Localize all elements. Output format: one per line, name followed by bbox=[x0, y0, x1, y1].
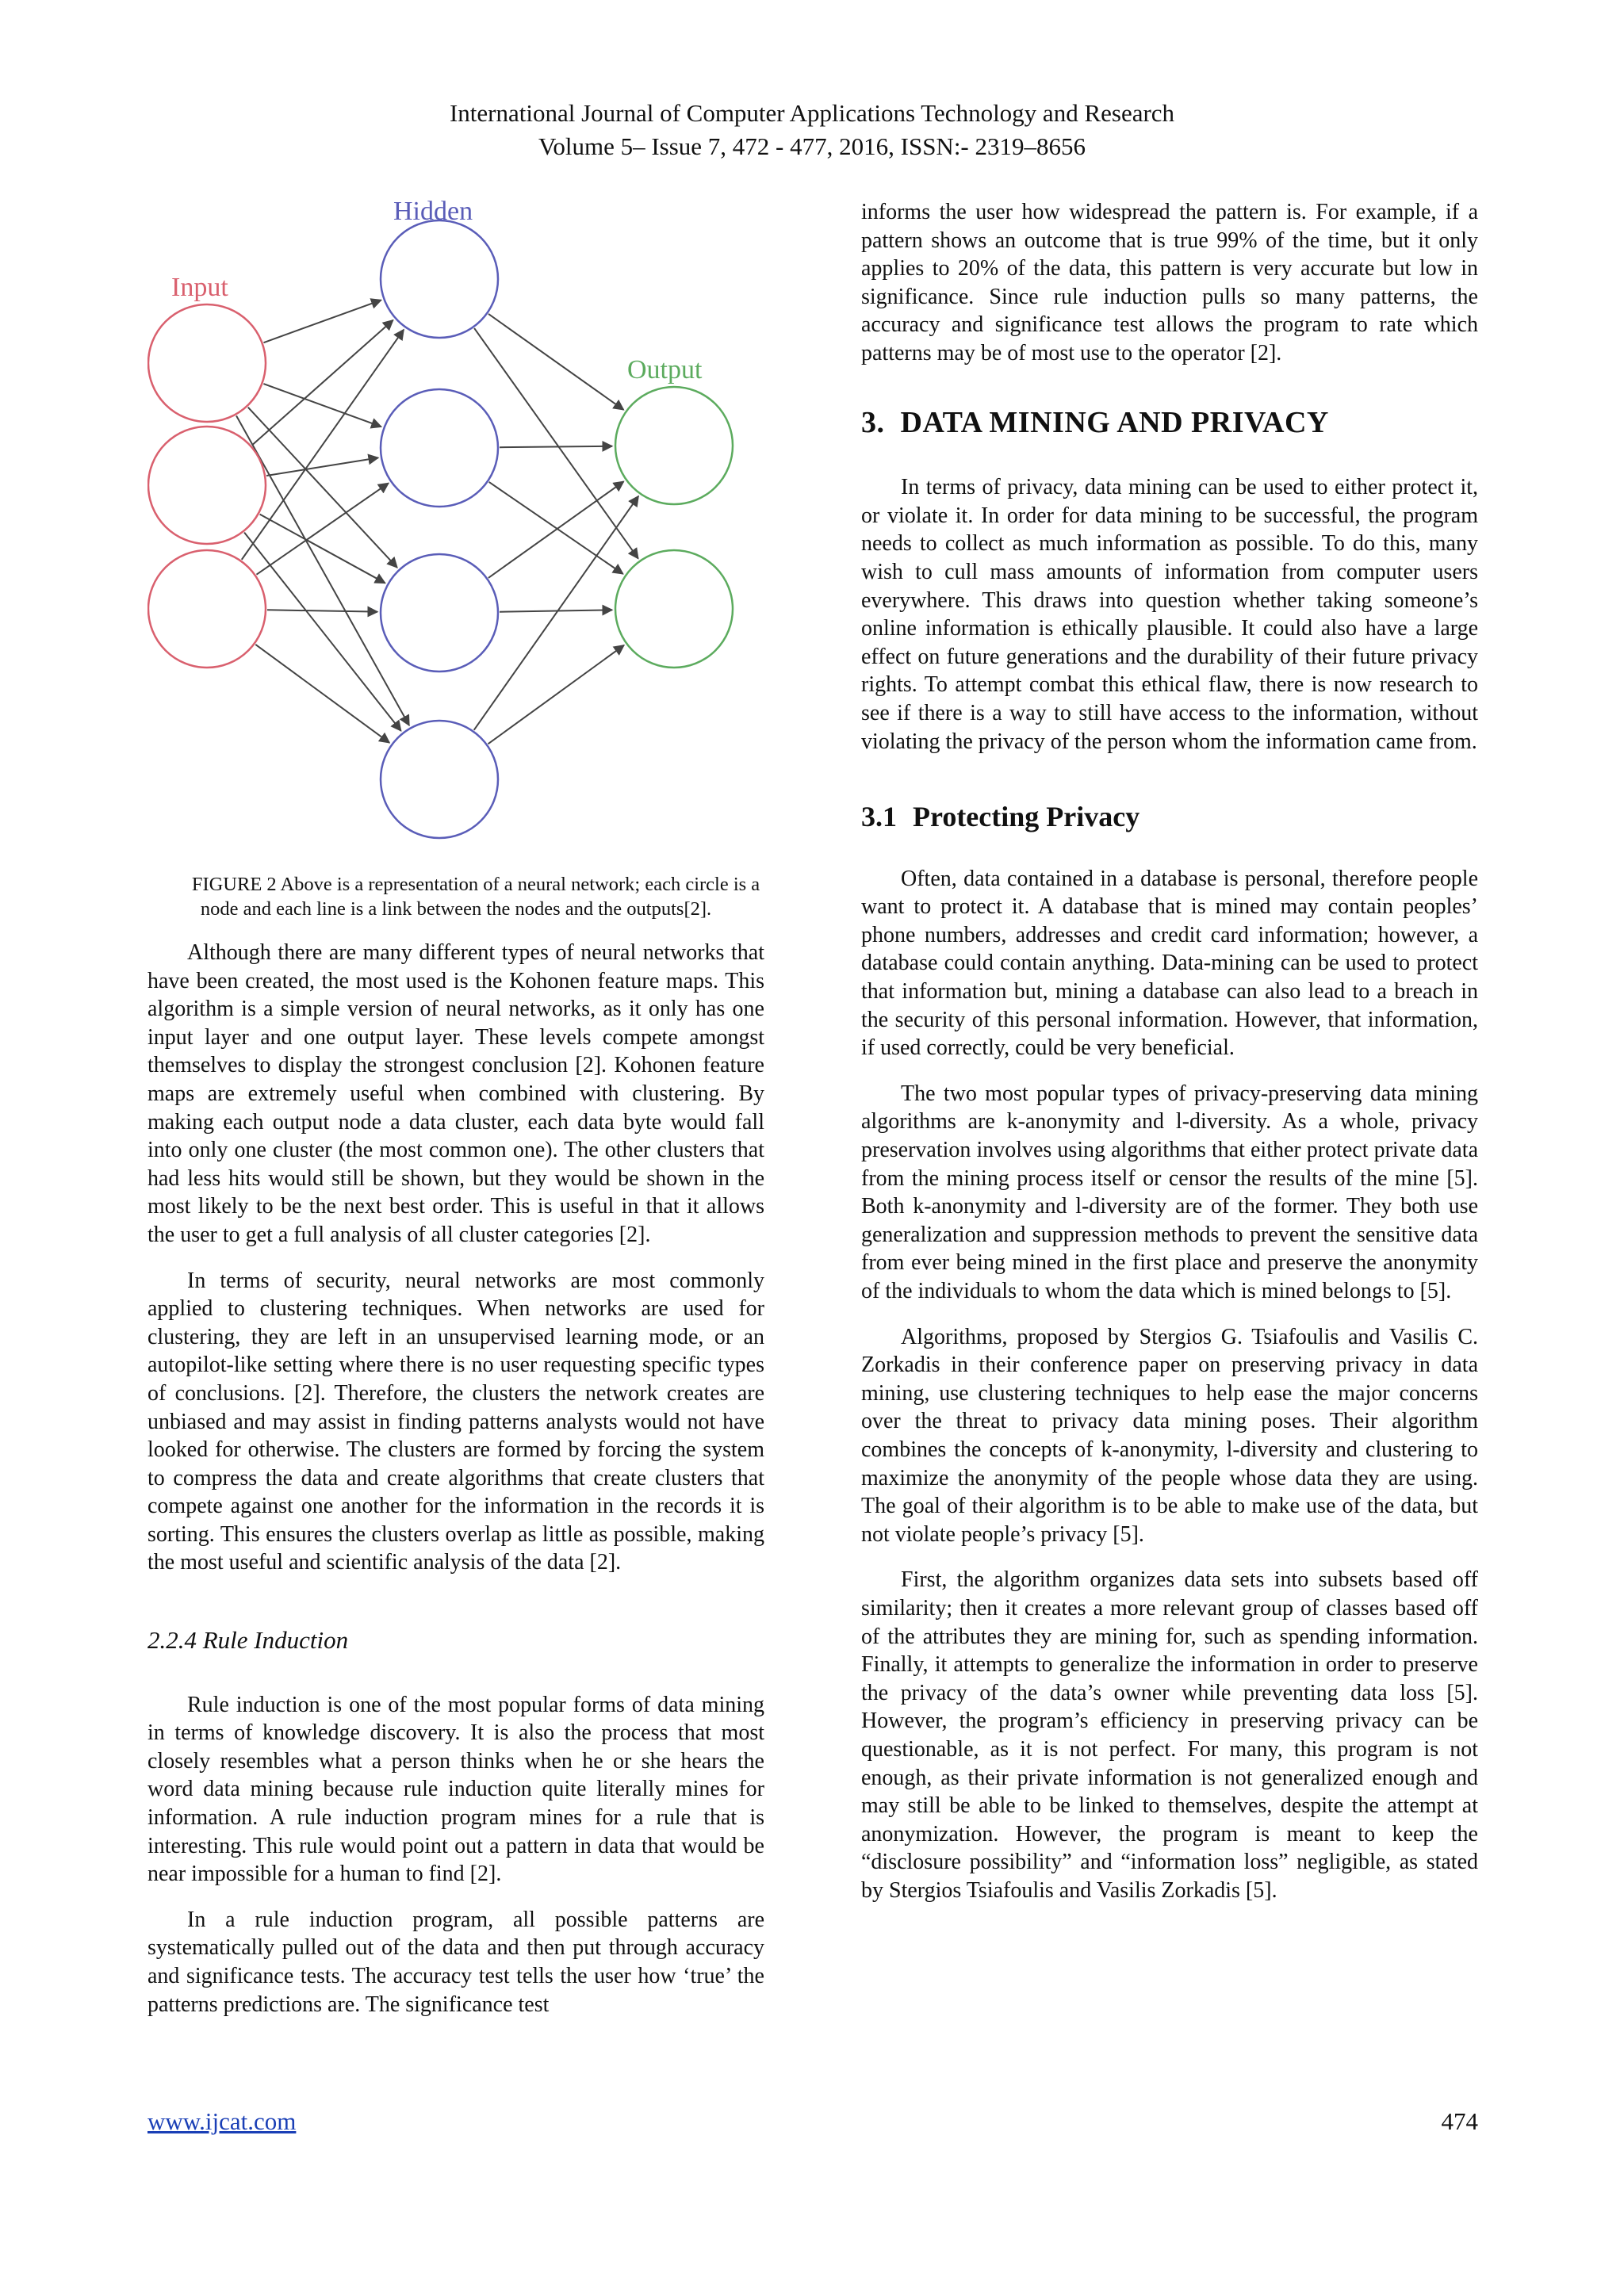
subsection-number: 3.1 bbox=[861, 801, 897, 833]
page-footer bbox=[147, 2107, 1478, 2136]
paragraph-algorithm-steps: First, the algorithm organizes data sets into subsets based off similarity; then it creates a more relevant group of classes based off of the attributes they are mining for, such as spending information. Finally, it attempts to generalize the information in order to preserve the privacy of the data’s owner while preventing data loss [5]. However, the program’s efficiency in preserving privacy can be questionable, as it is not perfect. For many, this program is not enough, as their private information is not generalized enough and may still be able to be linked to themselves, despite the attempt at anonymization. However, the program is meant to keep the “disclosure possibility” and “information loss” negligible, as stated by Stergios Tsiafoulis and Vasilis Zorkadis [5]. bbox=[861, 1567, 1478, 1903]
hidden-node-1 bbox=[381, 220, 498, 338]
output-node-1 bbox=[615, 387, 733, 504]
paragraph-algorithms: Algorithms, proposed by Stergios G. Tsiafoulis and Vasilis C. Zorkadis in their conference paper on preserving privacy in data mining, use clustering techniques to help ease the major concerns over the threat to privacy data mining poses. Their algorithm combines the concepts of k-anonymity, l-diversity and clustering to maximize the anonymity of the people whose data they are using. The goal of their algorithm is to be able to make use of the data, but not violate people’s privacy [5]. bbox=[861, 1324, 1478, 1547]
input-layer-label: Input bbox=[171, 273, 228, 302]
figure-caption: FIGURE 2 Above is a representation of a neural network; each circle is a node and each line is a link between the nodes and the outputs[2]. bbox=[191, 874, 760, 920]
neural-network-diagram bbox=[147, 198, 764, 872]
section-title: DATA MINING AND PRIVACY bbox=[900, 405, 1329, 439]
subsection-heading-protecting-privacy bbox=[861, 803, 1478, 832]
paragraph-k-anonymity: The two most popular types of privacy-preserving data mining algorithms are k-anonymity and l-diversity. As a whole, privacy preservation involves using algorithms that either protect private data from the mining process itself or censor the results of the mine [5]. Both k-anonymity and l-diversity are of the former. They both use generalization and suppression methods to prevent the sensitive data from ever being mined in the first place and preserve the anonymity of the individuals to whom the data which is mined belongs to [5]. bbox=[861, 1081, 1478, 1303]
input-node-2 bbox=[148, 427, 266, 544]
hidden-node-4 bbox=[381, 721, 498, 838]
paragraph-security: In terms of security, neural networks are most commonly applied to clustering techniques. When networks are used for clustering, they are left in an unsupervised learning mode, or an autopilot-like setting where there is no user requesting specific types of conclusions. [2]. Therefore, the clusters the network creates are unbiased and may assist in finding patterns analysts would not have looked for otherwise. The clusters are formed by forcing the system to compress the data and create algorithms that create clusters that compete against one another for the information in the records it is sorting. This ensures the clusters overlap as little as possible, making the most useful and scientific analysis of the data [2]. bbox=[147, 1268, 764, 1575]
paragraph-kohonen: Although there are many different types of neural networks that have been created, the most used is the Kohonen feature maps. This algorithm is a simple version of neural networks, as it only has one input layer and one output layer. These levels compete amongst themselves to display the strongest conclusion [2]. Kohonen feature maps are extremely useful when combined with clustering. By making each output node a data cluster, each data byte would fall into only one cluster (the most common one). The other clusters that had less hits would still be shown, but they would be shown in the most likely to be the next best order. This is useful in that it allows the user to get a full analysis of all cluster categories [2]. bbox=[147, 940, 764, 1247]
section-heading-privacy bbox=[861, 405, 1478, 439]
left-column bbox=[147, 198, 764, 2036]
input-node-1 bbox=[148, 304, 266, 422]
right-column bbox=[861, 198, 1478, 1922]
hidden-layer-label: Hidden bbox=[393, 198, 473, 226]
input-node-3 bbox=[148, 550, 266, 668]
page-number: 474 bbox=[1441, 2107, 1478, 2135]
output-node-2 bbox=[615, 550, 733, 668]
paragraph-privacy-intro: In terms of privacy, data mining can be used to either protect it, or violate it. In order for data mining to be successful, the program needs to collect as much information as possible. To do this, many wish to cull mass amounts of information from computer users everywhere. This draws into question whether taking someone’s online information is ethically plausible. It could also have a large effect on future generations and the durability of their future privacy rights. To attempt combat this ethical flaw, there is now research to see if there is a way to still have access to the information, without violating the privacy of the person whom the information came from. bbox=[861, 475, 1478, 754]
journal-website-link[interactable]: www.ijcat.com bbox=[147, 2107, 297, 2135]
output-layer-label: Output bbox=[627, 355, 703, 385]
paragraph-personal-data: Often, data contained in a database is personal, therefore people want to protect it. A database that is mined may contain peoples’ phone numbers, addresses and credit card information; however, a database could contain anything. Data-mining can be used to protect that information but, mining a database can also lead to a breach in the security of this personal information. However, that information, if used correctly, could be very beneficial. bbox=[861, 866, 1478, 1061]
journal-volume: Volume 5– Issue 7, 472 - 477, 2016, ISSN:- 2319–8656 bbox=[538, 132, 1086, 160]
section-number: 3. bbox=[861, 405, 885, 439]
hidden-node-2 bbox=[381, 389, 498, 507]
paragraph-rule-program: In a rule induction program, all possible patterns are systematically pulled out of the data and then put through accuracy and significance tests. The accuracy test tells the user how ‘true’ the patterns predictions are. The significance test bbox=[147, 1907, 764, 2017]
subsection-title: Protecting Privacy bbox=[913, 801, 1140, 833]
paragraph-continued: informs the user how widespread the pattern is. For example, if a pattern shows an outcome that is true 99% of the time, but it only applies to 20% of the data, this pattern is very accurate but low in significance. Since rule induction pulls so many patterns, the accuracy and significance test allows the program to rate which patterns may be of most use to the operator [2]. bbox=[861, 200, 1478, 365]
neural-network-figure bbox=[147, 198, 764, 872]
subsection-heading-rule-induction: 2.2.4 Rule Induction bbox=[147, 1626, 349, 1655]
hidden-node-3 bbox=[381, 554, 498, 672]
journal-title: International Journal of Computer Applications Technology and Research bbox=[449, 99, 1175, 127]
page-header bbox=[0, 97, 1624, 163]
paragraph-rule-induction: Rule induction is one of the most popular forms of data mining in terms of knowledge discovery. It is also the process that most closely resembles what a person thinks when he or she hears the word data mining because rule induction quite literally mines for information. A rule induction program mines for a rule that is interesting. This rule would point out a pattern in data that would be near impossible for a human to find [2]. bbox=[147, 1692, 764, 1887]
